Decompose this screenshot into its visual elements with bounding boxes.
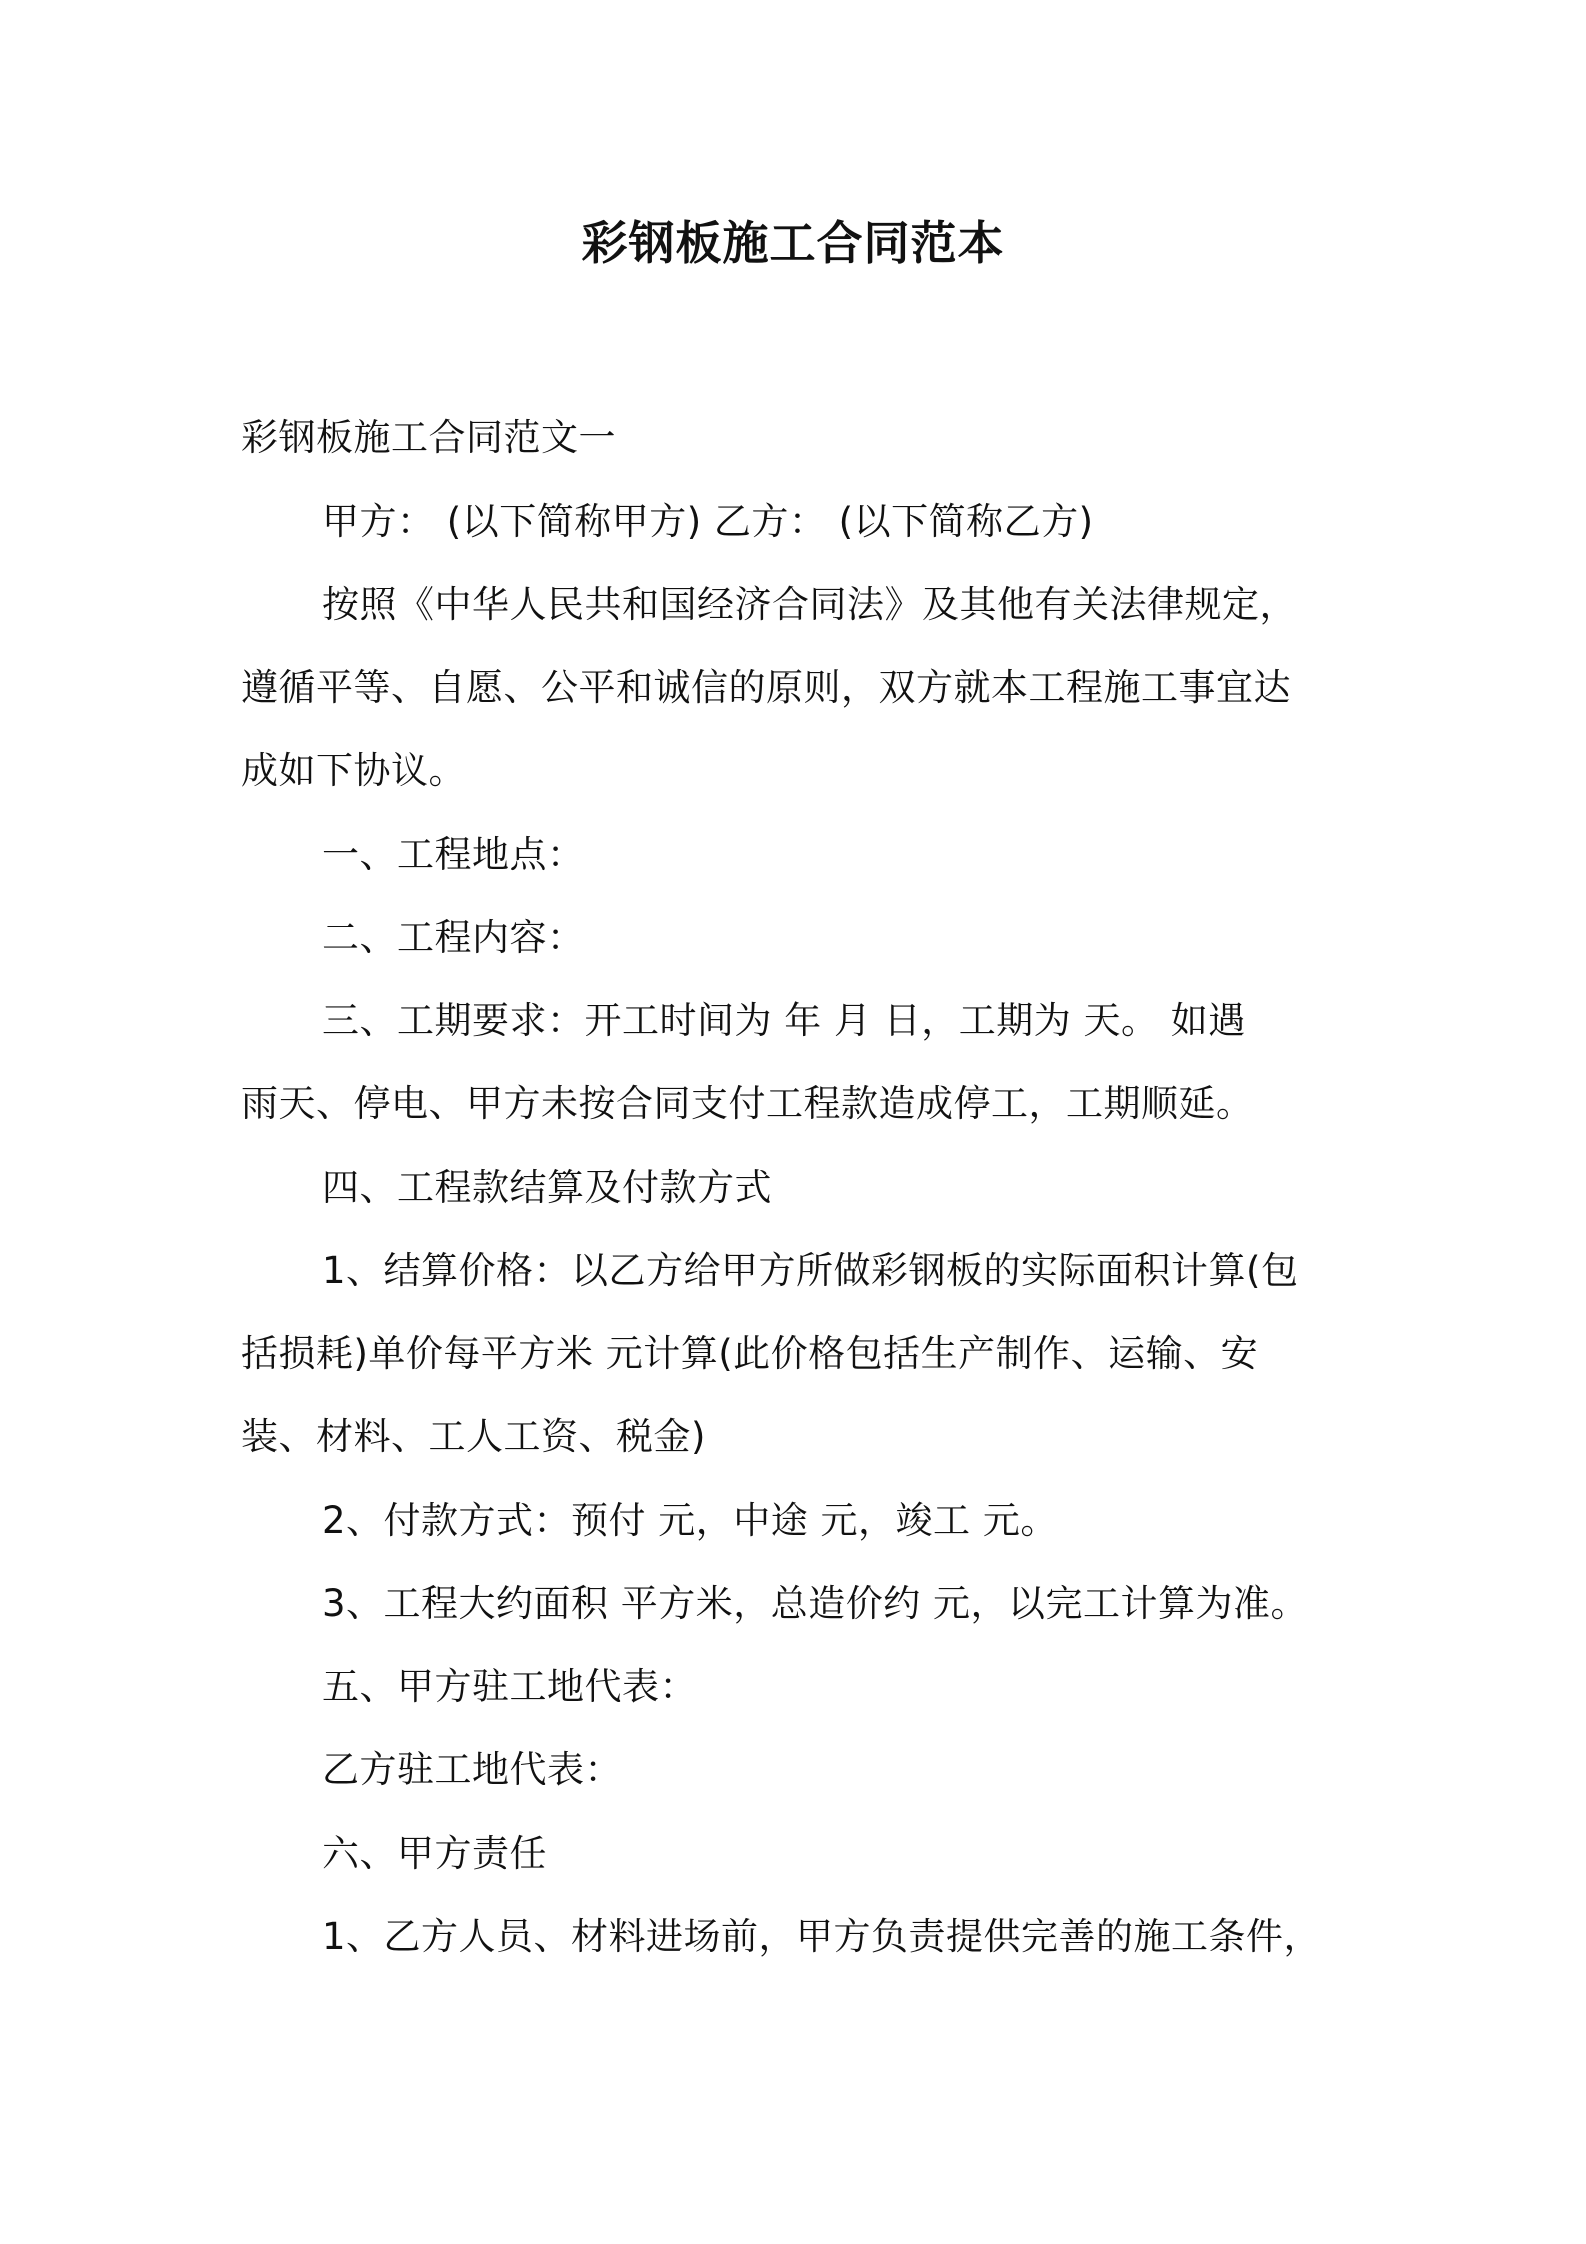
clause-line: 二、工程内容： xyxy=(322,916,585,959)
clause-line: 2、付款方式：预付 元，中途 元，竣工 元。 xyxy=(322,1499,1058,1542)
paragraph-line: 成如下协议。 xyxy=(241,749,466,792)
clause-line: 五、甲方驻工地代表： xyxy=(322,1665,697,1708)
clause-line: 四、工程款结算及付款方式 xyxy=(322,1166,772,1209)
paragraph-line: 按照《中华人民共和国经济合同法》及其他有关法律规定， xyxy=(322,583,1297,626)
clause-line: 3、工程大约面积 平方米，总造价约 元，以完工计算为准。 xyxy=(322,1582,1309,1625)
clause-line: 一、工程地点： xyxy=(322,833,585,876)
clause-line: 乙方驻工地代表： xyxy=(322,1748,622,1791)
clause-line: 括损耗)单价每平方米 元计算(此价格包括生产制作、运输、安 xyxy=(241,1332,1259,1375)
parties-line: 甲方： (以下简称甲方) 乙方： (以下简称乙方) xyxy=(322,500,1094,543)
paragraph-line: 遵循平等、自愿、公平和诚信的原则，双方就本工程施工事宜达 xyxy=(241,666,1291,709)
section-heading: 彩钢板施工合同范文一 xyxy=(241,416,616,459)
clause-line: 六、甲方责任 xyxy=(322,1832,547,1875)
clause-line: 1、结算价格：以乙方给甲方所做彩钢板的实际面积计算(包 xyxy=(322,1249,1299,1292)
clause-line: 雨天、停电、甲方未按合同支付工程款造成停工，工期顺延。 xyxy=(241,1082,1254,1125)
clause-line: 1、乙方人员、材料进场前，甲方负责提供完善的施工条件， xyxy=(322,1915,1322,1958)
clause-line: 装、材料、工人工资、税金) xyxy=(241,1415,706,1458)
clause-line: 三、工期要求：开工时间为 年 月 日，工期为 天。 如遇 xyxy=(322,999,1246,1042)
document-title: 彩钢板施工合同范本 xyxy=(581,216,1005,270)
